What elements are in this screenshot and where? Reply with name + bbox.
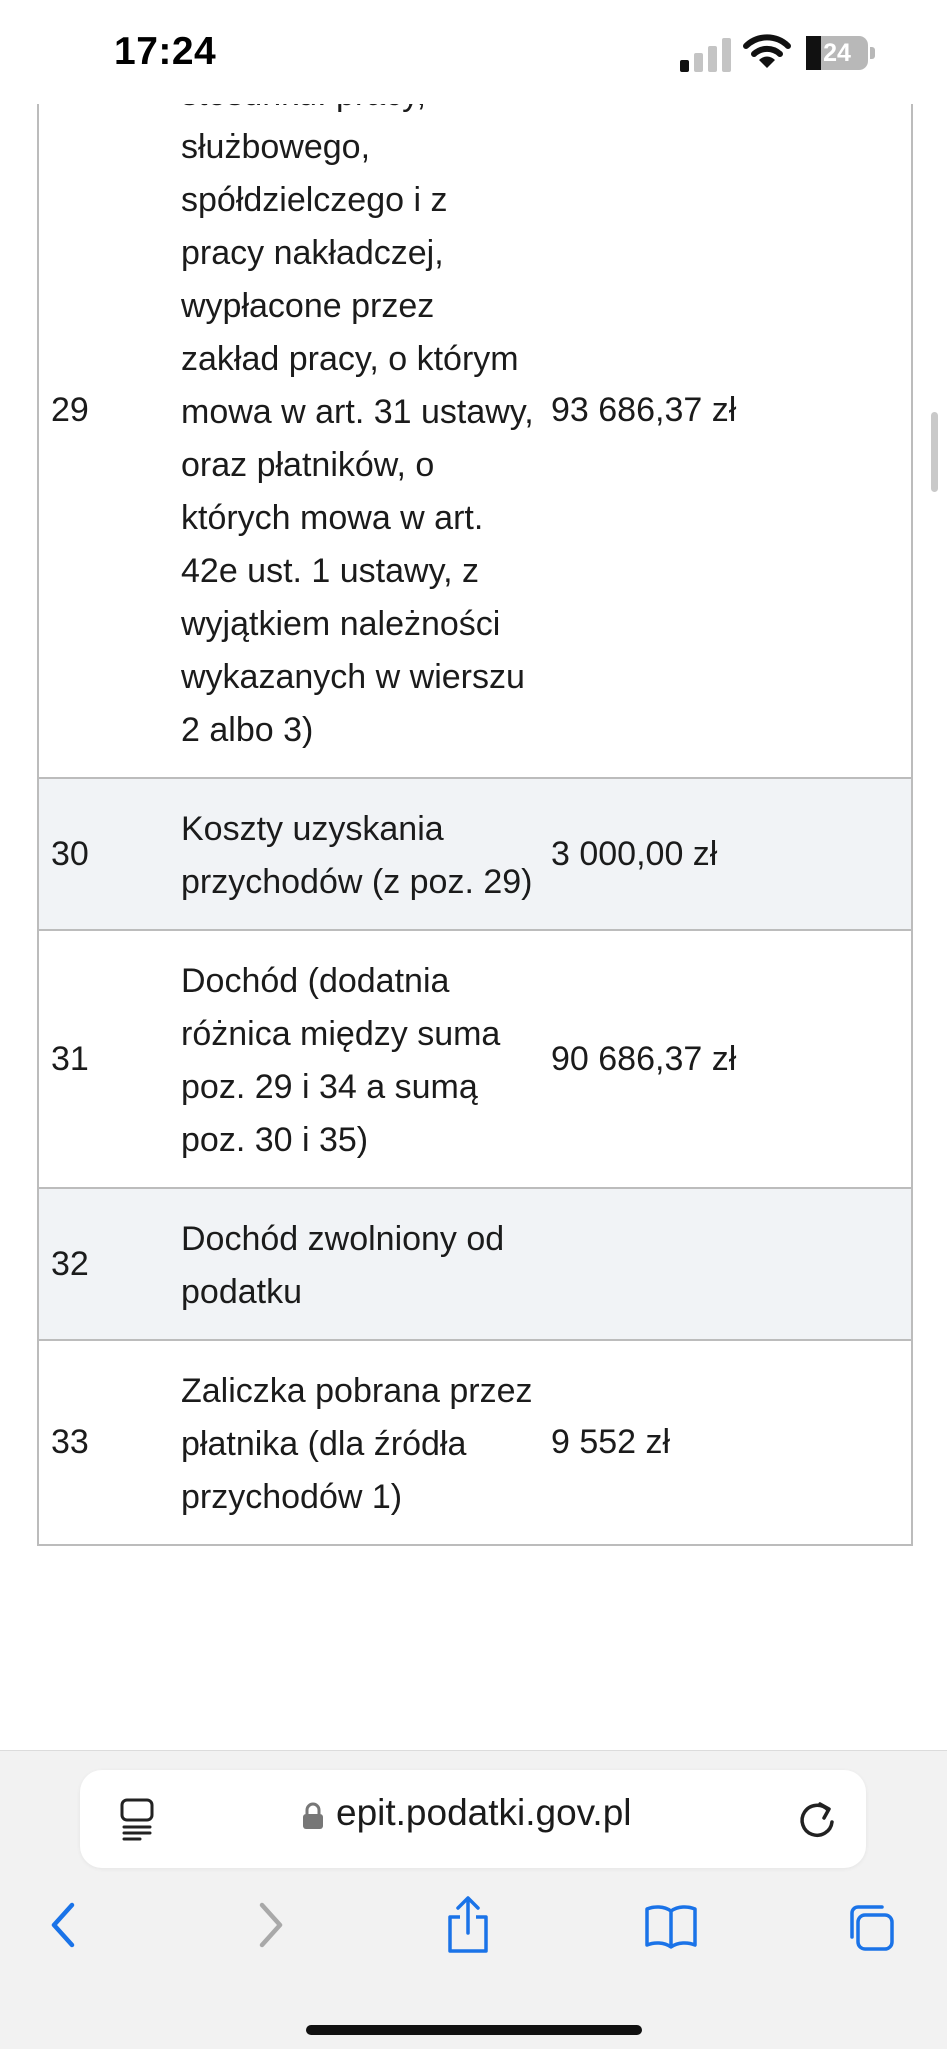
row-description: Dochód (dodatnia różnica między suma poz. 29 i 34 a sumą poz. 30 i 35): [181, 962, 501, 1159]
table-row: [39, 1341, 911, 1546]
battery-icon: [806, 36, 876, 70]
table-row: [39, 44, 911, 779]
lock-icon: [302, 1802, 324, 1830]
book-icon[interactable]: [644, 1901, 698, 1953]
table-row: [39, 931, 911, 1189]
row-value: 90 686,37 zł: [551, 1039, 737, 1078]
row-value: 93 686,37 zł: [551, 391, 737, 429]
url-text[interactable]: epit.podatki.gov.pl: [336, 1792, 632, 1833]
address-bar[interactable]: [80, 1770, 866, 1868]
chevron-left-icon[interactable]: [40, 1899, 88, 1951]
row-number: 30: [51, 834, 89, 873]
chevron-right-icon[interactable]: [246, 1899, 294, 1951]
row-number: 32: [51, 1244, 89, 1283]
row-description: Koszty uzyskania przychodów (z poz. 29): [181, 810, 533, 901]
row-description: Zaliczka pobrana przez płatnika (dla źródła przychodów 1): [181, 1372, 533, 1516]
home-indicator: [306, 2025, 642, 2035]
status-bar: [0, 0, 947, 104]
browser-toolbar: [0, 1750, 947, 2049]
wifi-icon: [744, 34, 790, 70]
reload-icon[interactable]: [798, 1798, 838, 1840]
tax-table: [37, 44, 913, 1546]
share-icon[interactable]: [444, 1895, 492, 1955]
scrollbar[interactable]: [931, 412, 938, 492]
status-time: 17:24: [114, 30, 217, 73]
row-number: 31: [51, 1039, 89, 1078]
table-row: [39, 1189, 911, 1341]
row-value: 3 000,00 zł: [551, 834, 718, 873]
tabs-icon[interactable]: [844, 1901, 896, 1953]
table-row: [39, 779, 911, 931]
battery-level: 24: [823, 39, 851, 67]
cellular-signal-icon: [680, 38, 732, 72]
row-number: 29: [51, 391, 89, 429]
row-number: 33: [51, 1423, 89, 1461]
reader-mode-icon[interactable]: [118, 1798, 156, 1840]
page-content[interactable]: [0, 104, 947, 1750]
row-description: służbowego, spółdzielczego i z pracy nakładczej, wypłacone przez zakład pracy, o którym mowa w art. 31 ustawy, oraz płatników, o których mowa w art. 42e ust. 1 ustawy, z wyjątkiem należności wykazanych w wierszu 2 albo 3): [181, 128, 534, 749]
row-description: Dochód zwolniony od podatku: [181, 1220, 505, 1311]
row-value: 9 552 zł: [551, 1423, 671, 1461]
